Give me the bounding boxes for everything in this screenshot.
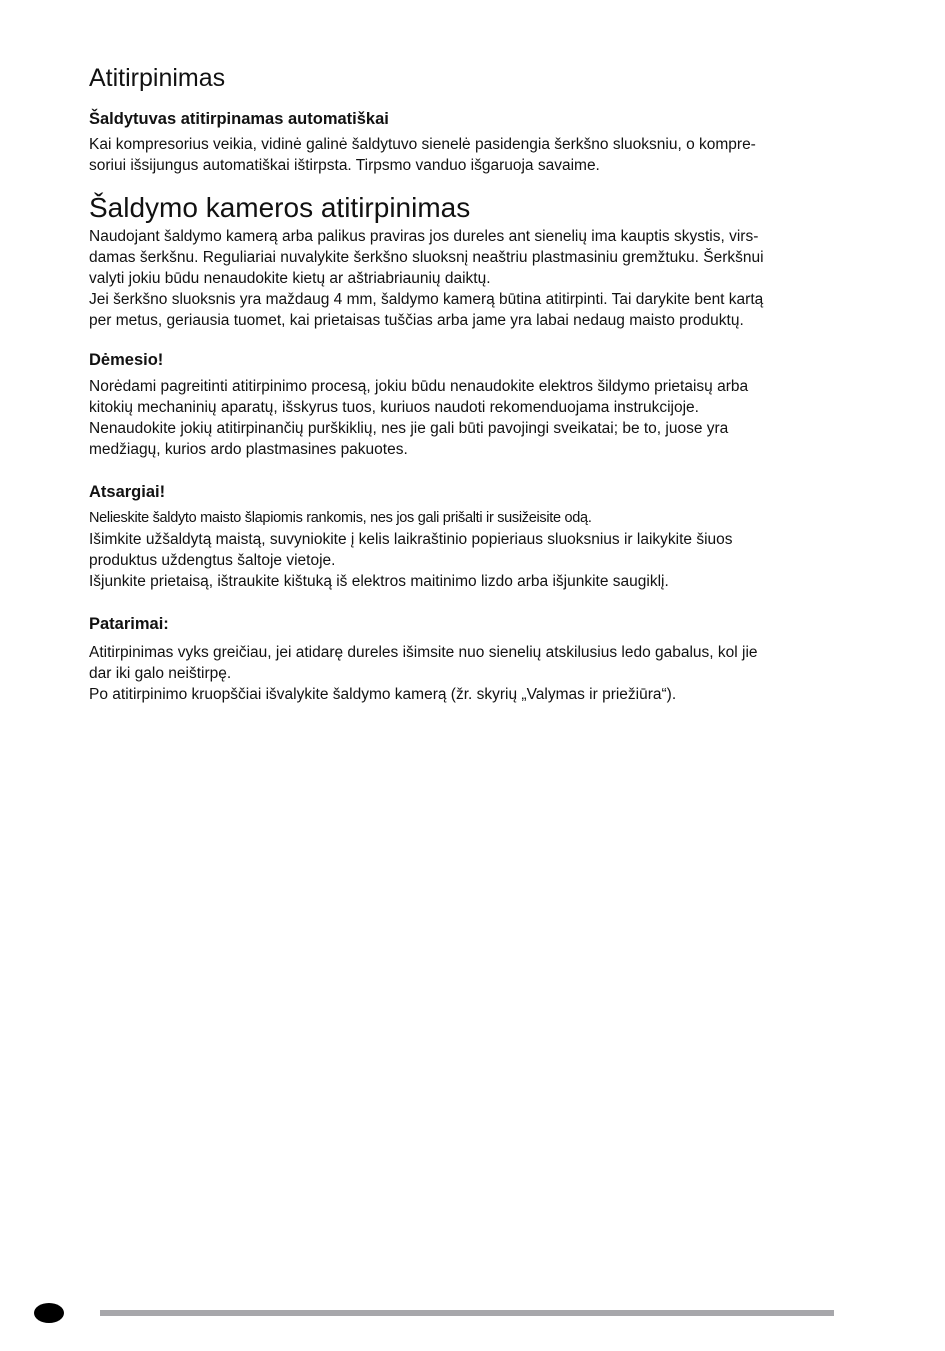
- caution-first-line: Nelieskite šaldyto maisto šlapiomis rankomis, nes jos gali prišalti ir susižeisite odą.: [89, 510, 592, 526]
- caution-heading: Atsargiai!: [89, 483, 166, 501]
- freezer-defrost-text: Naudojant šaldymo kamerą arba palikus praviras jos dureles ant sienelių ima kauptis skystis, virs- damas šerkšnu. Reguliariai nuvalykite šerkšno sluoksnį neaštriu plastmasiniu gremžtuku. Šerkšnui valyti jokiu būdu nenaudokite kietų ar aštriabriaunių daiktų. Jei šerkšno sluoksnis yra maždaug 4 mm, šaldymo kamerą būtina atitirpinti. Tai darykite bent kartą per metus, geriausia tuomet, kai prietaisas tuščias arba jame yra labai nedaug maisto produktų.: [89, 228, 764, 329]
- auto-defrost-heading: Šaldytuvas atitirpinamas automatiškai: [89, 110, 389, 128]
- page-marker-dot: [34, 1303, 64, 1323]
- page-title: Atitirpinimas: [89, 64, 226, 92]
- caution-text: Išimkite užšaldytą maistą, suvyniokite į kelis laikraštinio popieriaus sluoksnius ir laikykite šiuos produktus uždengtus šaltoje vietoje. Išjunkite prietaisą, ištraukite kištuką iš elektros maitinimo lizdo arba išjunkite saugiklį.: [89, 531, 733, 590]
- attention-text: Norėdami pagreitinti atitirpinimo procesą, jokiu būdu nenaudokite elektros šildymo prietaisų arba kitokių mechaninių aparatų, išskyrus tuos, kuriuos naudoti rekomenduojama instrukcijoje. Nenaudokite jokių atitirpinančių purškiklių, nes jie gali būti pavojingi sveikatai; be to, juose yra medžiagų, kurios ardo plastmasines pakuotes.: [89, 378, 749, 458]
- freezer-defrost-title: Šaldymo kameros atitirpinimas: [89, 192, 471, 223]
- tips-text: Atitirpinimas vyks greičiau, jei atidarę dureles išimsite nuo sienelių atskilusius ledo gabalus, kol jie dar iki galo neištirpę. Po atitirpinimo kruopščiai išvalykite šaldymo kamerą (žr. skyrių „Valymas ir priežiūra“).: [89, 644, 758, 703]
- footer-rule: [100, 1310, 834, 1316]
- auto-defrost-text: Kai kompresorius veikia, vidinė galinė šaldytuvo sienelė pasidengia šerkšno sluoksniu, o kompre- soriui išsijungus automatiškai ištirpsta. Tirpsmo vanduo išgaruoja savaime.: [89, 136, 756, 174]
- attention-heading: Dėmesio!: [89, 351, 164, 369]
- page-content: [89, 62, 859, 705]
- tips-heading: Patarimai:: [89, 615, 169, 633]
